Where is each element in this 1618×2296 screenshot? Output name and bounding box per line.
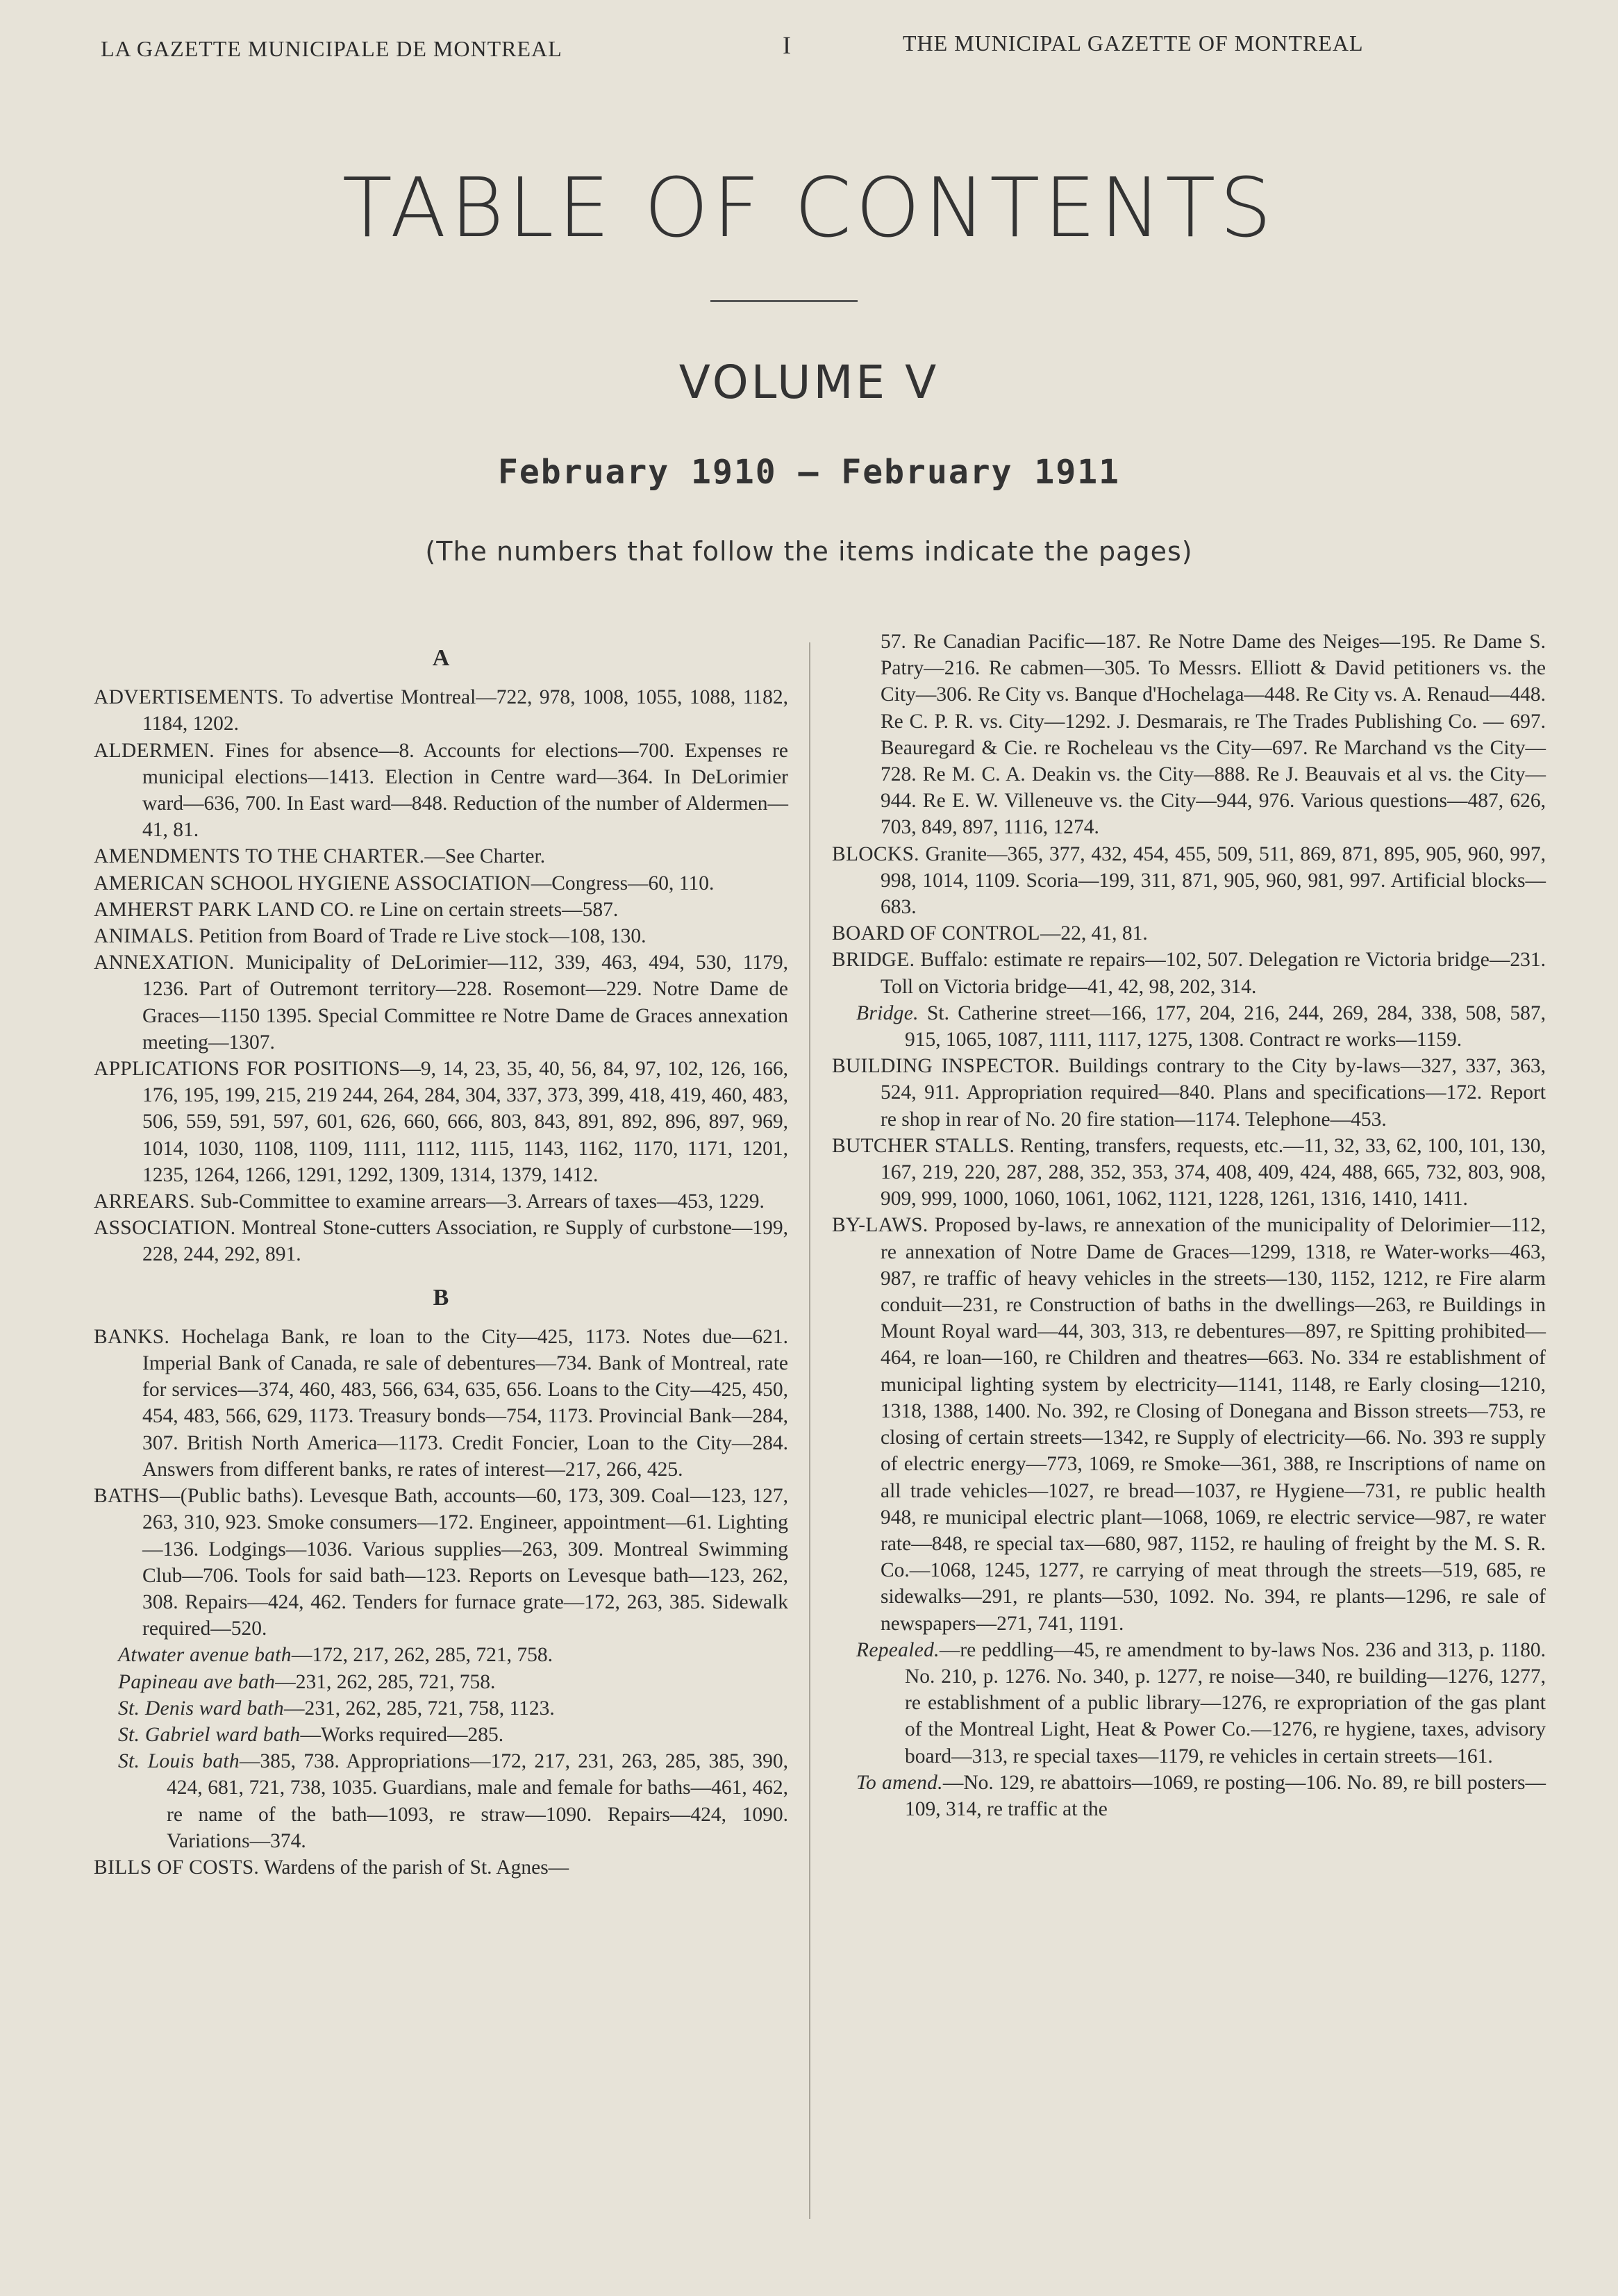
page-number: I (783, 31, 792, 59)
index-entry (832, 947, 1546, 999)
index-entry (832, 920, 1546, 947)
entry-heading: BRIDGE. (832, 949, 915, 972)
entry-text: Petition from Board of Trade re Live stock—108, 130. (194, 925, 647, 948)
entry-heading: BUTCHER STALLS. (832, 1134, 1015, 1157)
entry-heading: AMERICAN SCHOOL HYGIENE ASSOCIATION (94, 872, 531, 895)
index-entry (94, 1215, 788, 1267)
subentry-text: —Works required—285. (300, 1723, 504, 1746)
index-entry (94, 949, 788, 1056)
subentry-heading: Repealed. (856, 1638, 940, 1661)
entry-heading: BILLS OF COSTS. (94, 1856, 260, 1879)
header-english-title: THE MUNICIPAL GAZETTE OF MONTREAL (903, 31, 1364, 56)
index-entry (94, 1483, 788, 1642)
entry-heading: AMHERST PARK LAND CO. (94, 898, 355, 921)
subentry-heading: Bridge. (856, 1001, 919, 1024)
entry-text: Municipality of DeLorimier—112, 339, 463, 494, 530, 1179, 1236. Part of Outremont territory—228. Rosemont—229. Notre Dame de Graces—1150 1395. Special Committee re Notre Dame de Graces annexation meeting—1307. (142, 951, 788, 1054)
index-entry (94, 843, 788, 870)
index-entry (94, 897, 788, 923)
index-entry (832, 841, 1546, 921)
index-subentry (832, 1000, 1546, 1053)
index-entry (94, 870, 788, 897)
entry-heading: ADVERTISEMENTS. (94, 686, 284, 709)
index-subentry (94, 1722, 788, 1748)
entry-text: Buffalo: estimate re repairs—102, 507. Delegation re Victoria bridge—231. Toll on Victoria bridge—41, 42, 98, 202, 314. (881, 949, 1546, 998)
index-entry (832, 1133, 1546, 1213)
subentry-heading: Papineau ave bath (118, 1670, 276, 1693)
continued-entry: 57. Re Canadian Pacific—187. Re Notre Dame des Neiges—195. Re Dame S. Patry—216. Re cabmen—305. To Messrs. Elliott & David petitioners vs. the City—306. Re City vs. Banque d'Hochelaga—448. Re City vs. A. Renaud—448. Re C. P. R. vs. City—1292. J. Desmarais, re The Trades Publishing Co. — 697. Beauregard & Cie. re Rocheleau vs the City—697. Re Marchand vs the City—728. Re M. C. A. Deakin vs. the City—888. Re J. Beauvais et al vs. the City—944. Re E. W. Villeneuve vs. the City—944, 976. Various questions—487, 626, 703, 849, 897, 1116, 1274. (881, 631, 1546, 839)
entry-heading: AMENDMENTS TO THE CHARTER. (94, 845, 425, 868)
entry-text: Granite—365, 377, 432, 454, 455, 509, 511, 869, 871, 895, 905, 960, 997, 998, 1014, 1109. Scoria—199, 311, 871, 905, 960, 981, 997. Artificial blocks—683. (881, 842, 1546, 919)
index-entry (832, 1212, 1546, 1636)
subentry-heading: Atwater avenue bath (118, 1644, 292, 1667)
entry-heading: APPLICATIONS FOR POSITIONS (94, 1058, 401, 1081)
index-entry (94, 1188, 788, 1215)
column-divider (809, 642, 810, 2219)
subentry-heading: St. Denis ward bath (118, 1697, 284, 1720)
section-letter-a: A (432, 645, 450, 671)
index-subentry (832, 1637, 1546, 1770)
subentry-text: —231, 262, 285, 721, 758, 1123. (283, 1697, 555, 1720)
page-title: TABLE OF CONTENTS (342, 160, 1276, 256)
entry-heading: ARREARS. (94, 1190, 195, 1213)
subentry-text: —172, 217, 262, 285, 721, 758. (291, 1644, 553, 1667)
entry-text: Wardens of the parish of St. Agnes— (259, 1856, 569, 1879)
entry-heading: BANKS. (94, 1325, 170, 1348)
entry-text: —22, 41, 81. (1040, 922, 1148, 945)
volume-label: VOLUME V (678, 356, 940, 409)
section-letter-b: B (433, 1284, 449, 1311)
entry-text: re Line on certain streets—587. (354, 898, 619, 921)
subentry-heading: St. Gabriel ward bath (118, 1723, 301, 1746)
entry-text: Sub-Committee to examine arrears—3. Arrears of taxes—453, 1229. (194, 1190, 765, 1213)
index-entry (94, 1324, 788, 1483)
index-subentry (832, 1770, 1546, 1822)
entry-text: —9, 14, 23, 35, 40, 56, 84, 97, 102, 126, 166, 176, 195, 199, 215, 219 244, 264, 284, 304, 337, 373, 399, 418, 419, 460, 483, 506, 559, 591, 597, 601, 626, 660, 666, 803, 843, 891, 892, 896, 897, 969, 1014, 1030, 1108, 1109, 1111, 1112, 1115, 1143, 1162, 1170, 1171, 1201, 1235, 1264, 1266, 1291, 1292, 1309, 1314, 1379, 1412. (142, 1058, 789, 1186)
index-entry (832, 1053, 1546, 1133)
subentry-heading: To amend. (856, 1771, 943, 1794)
running-header (0, 31, 1618, 72)
title-divider (710, 300, 858, 302)
subentry-text: —No. 129, re abattoirs—1069, re posting—106. No. 89, re bill posters—109, 314, re traffic at the (905, 1771, 1546, 1820)
date-range: February 1910 — February 1911 (497, 453, 1121, 492)
subentry-text: St. Catherine street—166, 177, 204, 216, 244, 269, 284, 338, 508, 587, 915, 1065, 1087, 1111, 1117, 1275, 1308. Contract re works—1159. (905, 1001, 1546, 1051)
subentry-text: —231, 262, 285, 721, 758. (275, 1670, 496, 1693)
entry-text: Renting, transfers, requests, etc.—11, 32, 33, 62, 100, 101, 130, 167, 219, 220, 287, 288, 352, 353, 374, 408, 409, 424, 488, 665, 732, 803, 908, 909, 999, 1000, 1060, 1061, 1062, 1121, 1228, 1261, 1316, 1410, 1411. (881, 1134, 1546, 1211)
right-column (832, 629, 1546, 1822)
entry-heading: ASSOCIATION. (94, 1217, 236, 1240)
index-subentry (94, 1695, 788, 1722)
entry-text: —See Charter. (424, 845, 546, 868)
entry-heading: ANIMALS. (94, 925, 194, 948)
index-entry (94, 1854, 788, 1881)
entry-text: Hochelaga Bank, re loan to the City—425, 1173. Notes due—621. Imperial Bank of Canada, re sale of debentures—734. Bank of Montreal, rate for services—374, 460, 483, 566, 634, 635, 656. Loans to the City—425, 450, 454, 483, 566, 629, 1173. Treasury bonds—754, 1173. Provincial Bank—284, 307. British North America—1173. Credit Foncier, Loan to the City—284. Answers from different banks, re rates of interest—217, 266, 425. (142, 1325, 788, 1481)
index-entry (94, 684, 788, 737)
subentry-text: —385, 738. Appropriations—172, 217, 231, 263, 285, 385, 390, 424, 681, 721, 738, 1035. Guardians, male and female for baths—461, 462, re name of the bath—1093, re straw—1090. Repairs—424, 1090. Variations—374. (167, 1750, 788, 1852)
subentry-heading: St. Louis bath (118, 1750, 240, 1773)
subentry-text: —re peddling—45, re amendment to by-laws Nos. 236 and 313, p. 1180. No. 210, p. 1276. No. 340, p. 1277, re noise—340, re building—1276, 1277, re establishment of a public library—1276, re expropriation of the gas plant of the Montreal Light, Heat & Power Co.—1276, re hygiene, taxes, advisory board—313, re special taxes—1179, re vehicles in certain streets—161. (905, 1638, 1546, 1767)
page-note: (The numbers that follow the items indicate the pages) (425, 536, 1193, 567)
entry-text: Proposed by-laws, re annexation of the municipality of Delorimier—112, re annexation of Notre Dame de Graces—1299, 1318, re Water-works—463, 987, re traffic of heavy vehicles in the streets—130, 1152, 1212, re Fire alarm conduit—231, re Construction of baths in the dwellings—263, re Buildings in Mount Royal ward—44, 303, 313, re debentures—897, re Spitting prohibited—464, re loan—160, re Children and theatres—663. No. 334 re establishment of municipal lighting system by electricity—1141, 1148, re Early closing—1210, 1318, 1388, 1400. No. 392, re Closing of Donegana and Bisson streets—753, re closing of certain streets—1342, re Supply of electricity—66. No. 393 re supply of electric energy—773, 1069, re Smoke—361, 388, re Inscriptions of name on all trade vehicles—1027, re bread—1037, re Hygiene—731, re public health 948, re municipal electric plant—1068, 1069, re electric service—987, re water rate—848, re special tax—680, 987, 1152, re hauling of freight by the M. S. R. Co.—1068, 1245, 1277, re carrying of meat through the streets—519, 685, re sidewalks—291, re plants—530, 1092. No. 394, re plants—1296, re sale of newspapers—271, 741, 1191. (881, 1214, 1546, 1635)
entry-heading: BUILDING INSPECTOR. (832, 1055, 1060, 1078)
left-column (94, 629, 788, 1881)
entry-heading: BLOCKS. (832, 842, 919, 865)
header-french-title: LA GAZETTE MUNICIPALE DE MONTREAL (101, 36, 562, 61)
index-entry (94, 738, 788, 844)
index-subentry (94, 1642, 788, 1668)
entry-text: Fines for absence—8. Accounts for elections—700. Expenses re municipal elections—1413. Election in Centre ward—364. In DeLorimier ward—636, 700. In East ward—848. Reduction of the number of Aldermen—41, 81. (142, 739, 788, 842)
entry-text: Levesque Bath, accounts—60, 173, 309. Coal—123, 127, 263, 310, 923. Smoke consumers—172. Engineer, appointment—61. Lighting—136. Lodgings—1036. Various supplies—263, 309. Montreal Swimming Club—706. Tools for said bath—123. Reports on Levesque bath—123, 262, 308. Repairs—424, 462. Tenders for furnace grate—172, 263, 385. Sidewalk required—520. (142, 1485, 788, 1640)
index-subentry (94, 1669, 788, 1695)
index-entry (94, 1056, 788, 1188)
entry-text: To advertise Montreal—722, 978, 1008, 1055, 1088, 1182, 1184, 1202. (142, 686, 788, 735)
entry-heading: ANNEXATION. (94, 951, 235, 974)
entry-heading: BY-LAWS. (832, 1214, 928, 1237)
entry-heading: ALDERMEN. (94, 739, 215, 762)
entry-text: —Congress—60, 110. (531, 872, 715, 895)
entry-heading: BATHS—(Public baths). (94, 1485, 304, 1508)
entry-heading: BOARD OF CONTROL (832, 922, 1040, 945)
index-entry (94, 923, 788, 949)
entry-text: Buildings contrary to the City by-laws—327, 337, 363, 524, 911. Appropriation required—840. Plans and specifications—172. Report re shop in rear of No. 20 fire station—1174. Telephone—453. (881, 1055, 1546, 1131)
index-subentry (94, 1748, 788, 1854)
entry-text: Montreal Stone-cutters Association, re Supply of curbstone—199, 228, 244, 292, 891. (142, 1217, 788, 1266)
